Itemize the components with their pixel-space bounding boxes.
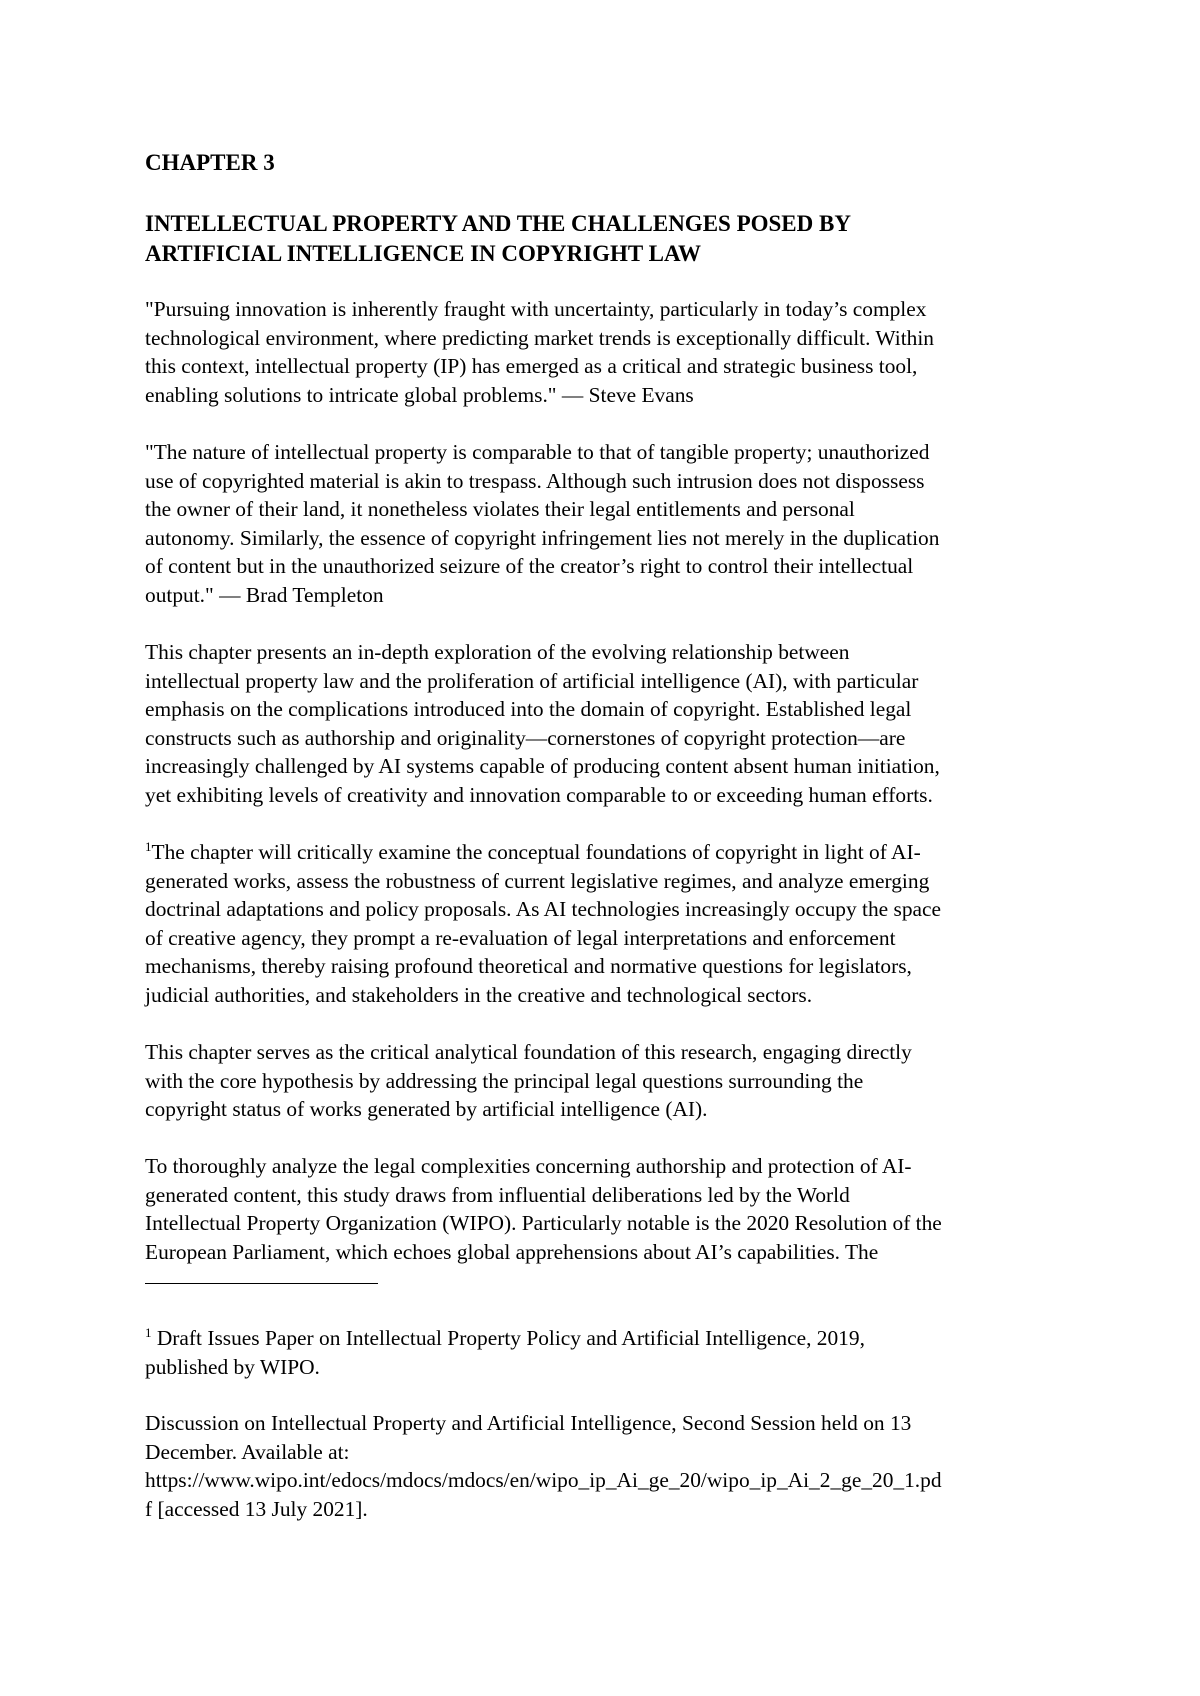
text-line: "Pursuing innovation is inherently fraught with uncertainty, particularly in today’s complex [145, 297, 927, 321]
text-line [145, 838, 1065, 867]
text-line: generated content, this study draws from influential deliberations led by the World [145, 1182, 850, 1207]
chapter-label [145, 148, 1065, 178]
epigraph-quote-steve-evans [145, 295, 1065, 409]
footnote-2 [145, 1409, 1065, 1523]
footnote-separator [145, 1283, 378, 1284]
text-line: doctrinal adaptations and policy proposals. As AI technologies increasingly occupy the space [145, 897, 941, 922]
text-line: generated works, assess the robustness of current legislative regimes, and analyze emerging [145, 868, 930, 893]
text-line: copyright status of works generated by artificial intelligence (AI). [145, 1097, 708, 1122]
text-line: autonomy. Similarly, the essence of copyright infringement lies not merely in the duplication [145, 525, 940, 550]
chapter-title-line: ARTIFICIAL INTELLIGENCE IN COPYRIGHT LAW [145, 241, 701, 266]
chapter-title-line: INTELLECTUAL PROPERTY AND THE CHALLENGES POSED BY [145, 211, 851, 236]
text-line: emphasis on the complications introduced into the domain of copyright. Established legal [145, 697, 912, 722]
epigraph-quote-brad-templeton [145, 438, 1065, 610]
text-line-content: The chapter will critically examine the conceptual foundations of copyright in light of AI- [151, 840, 921, 864]
text-line: "The nature of intellectual property is comparable to that of tangible property; unauthorized [145, 440, 930, 464]
text-line: This chapter presents an in-depth exploration of the evolving relationship between [145, 640, 850, 664]
text-line: December. Available at: [145, 1439, 350, 1464]
text-line: mechanisms, thereby raising profound theoretical and normative questions for legislators, [145, 954, 912, 979]
text-line: use of copyrighted material is akin to trespass. Although such intrusion does not dispossess [145, 468, 925, 493]
chapter-label-text: CHAPTER 3 [145, 150, 275, 175]
chapter-title [145, 209, 1065, 269]
text-line: constructs such as authorship and originality—cornerstones of copyright protection—are [145, 725, 906, 750]
text-line: technological environment, where predicting market trends is exceptionally difficult. Within [145, 325, 934, 350]
body-paragraph-4 [145, 1152, 1065, 1266]
text-line: judicial authorities, and stakeholders in the creative and technological sectors. [145, 982, 813, 1007]
text-line [145, 1324, 1065, 1353]
text-line: the owner of their land, it nonetheless violates their legal entitlements and personal [145, 497, 855, 522]
text-line: To thoroughly analyze the legal complexities concerning authorship and protection of AI- [145, 1154, 912, 1178]
text-line: yet exhibiting levels of creativity and innovation comparable to or exceeding human efforts. [145, 782, 933, 807]
text-line: output." — Brad Templeton [145, 582, 384, 607]
footnote-url-link[interactable]: https://www.wipo.int/edocs/mdocs/mdocs/en/wipo_ip_Ai_ge_20/wipo_ip_Ai_2_ge_20_1.pd [145, 1468, 942, 1493]
text-line: of content but in the unauthorized seizure of the creator’s right to control their intellectual [145, 554, 914, 579]
text-line: with the core hypothesis by addressing the principal legal questions surrounding the [145, 1068, 864, 1093]
footnote-marker: 1 [145, 1325, 152, 1340]
text-line: increasingly challenged by AI systems capable of producing content absent human initiation, [145, 754, 940, 779]
text-line: This chapter serves as the critical analytical foundation of this research, engaging directly [145, 1040, 912, 1064]
text-line: European Parliament, which echoes global apprehensions about AI’s capabilities. The [145, 1239, 879, 1264]
text-line: of creative agency, they prompt a re-evaluation of legal interpretations and enforcement [145, 925, 896, 950]
body-paragraph-1 [145, 638, 1065, 810]
text-line: f [accessed 13 July 2021]. [145, 1496, 368, 1521]
text-line: this context, intellectual property (IP) has emerged as a critical and strategic business tool, [145, 354, 918, 379]
text-line: intellectual property law and the proliferation of artificial intelligence (AI), with particular [145, 668, 919, 693]
text-line: enabling solutions to intricate global problems." — Steve Evans [145, 382, 694, 407]
text-line: Discussion on Intellectual Property and Artificial Intelligence, Second Session held on 13 [145, 1411, 912, 1435]
footnote-1 [145, 1324, 1065, 1381]
body-paragraph-2 [145, 838, 1065, 1010]
text-line: published by WIPO. [145, 1354, 320, 1379]
text-line-content: Draft Issues Paper on Intellectual Property Policy and Artificial Intelligence, 2019, [151, 1326, 865, 1350]
body-paragraph-3 [145, 1038, 1065, 1124]
footnote-reference-marker[interactable]: 1 [145, 839, 152, 854]
text-line: Intellectual Property Organization (WIPO). Particularly notable is the 2020 Resolution of the [145, 1211, 942, 1236]
